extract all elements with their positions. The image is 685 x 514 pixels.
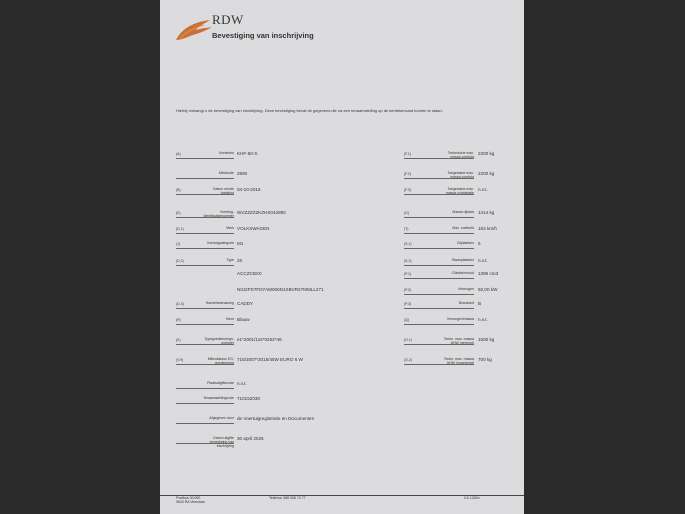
field-code: (O.2) bbox=[404, 358, 412, 362]
right-field-row bbox=[404, 316, 514, 325]
field-code: (F.3) bbox=[404, 188, 411, 192]
footer-reference: 0.6 1262n bbox=[464, 496, 480, 500]
field-code: (K) bbox=[176, 338, 181, 342]
field-value: de Voertuigregistratie en Documenten bbox=[237, 416, 315, 421]
field-label: Voertuig-identificatienummer bbox=[203, 210, 234, 218]
field-label: Handelsbenaming bbox=[205, 301, 234, 305]
field-label: Techn. max. massa AHW (ongeremd) bbox=[443, 357, 474, 365]
right-field-row bbox=[404, 225, 514, 234]
field-underline bbox=[404, 278, 474, 279]
field-underline bbox=[176, 423, 234, 424]
field-underline bbox=[404, 308, 474, 309]
field-value: WVZZZZ2KZHX042890 bbox=[237, 210, 286, 215]
left-field-row bbox=[176, 186, 356, 195]
field-label: Technische max. massa voertuig bbox=[447, 151, 474, 159]
field-label: Zitplaatsen bbox=[456, 241, 474, 245]
field-value: e1*2001/116*0252*46 bbox=[237, 337, 282, 342]
field-code: (D.3) bbox=[176, 302, 184, 306]
field-underline bbox=[176, 403, 234, 404]
footer-address-line2: 9640 RA Veendam bbox=[176, 500, 206, 504]
field-label: Meldcode bbox=[218, 171, 234, 175]
left-field-row bbox=[176, 257, 356, 266]
left-field-row bbox=[176, 415, 356, 424]
left-field-row bbox=[176, 336, 356, 345]
field-label: Voertuigcategorie bbox=[206, 241, 234, 245]
right-field-row bbox=[404, 286, 514, 295]
field-label: Max. snelheid bbox=[452, 226, 474, 230]
field-label: Afgegeven door bbox=[209, 416, 234, 420]
field-value: 715/2007*2015/45W EURO 6 W bbox=[237, 357, 303, 362]
field-underline bbox=[404, 344, 474, 345]
rdw-logo-icon bbox=[174, 14, 214, 44]
field-code: (F.2) bbox=[404, 172, 411, 176]
right-field-row bbox=[404, 240, 514, 249]
left-field-row bbox=[176, 286, 356, 295]
field-value: n.v.t. bbox=[478, 317, 488, 322]
field-code: (E) bbox=[176, 211, 181, 215]
left-field-row bbox=[176, 170, 356, 179]
field-underline bbox=[404, 324, 474, 325]
brand-name: RDW bbox=[212, 12, 244, 27]
field-code: (R) bbox=[176, 318, 181, 322]
left-field-row bbox=[176, 150, 356, 159]
field-label: Massa rijklaar bbox=[452, 210, 474, 214]
document-page bbox=[160, 0, 524, 514]
document-title: Bevestiging van inschrijving bbox=[212, 31, 314, 40]
left-field-row bbox=[176, 225, 356, 234]
right-field-row bbox=[404, 209, 514, 218]
left-field-row bbox=[176, 270, 356, 279]
field-value: N0J2FD7FD7AM006N1SBVR27MMLL271 bbox=[237, 287, 324, 292]
field-underline bbox=[176, 364, 234, 365]
field-value: 1395 cm3 bbox=[478, 271, 499, 276]
field-code: (T) bbox=[404, 227, 409, 231]
left-field-row bbox=[176, 435, 356, 448]
left-field-row bbox=[176, 395, 356, 404]
field-value: 2200 kg bbox=[478, 171, 495, 176]
field-label: Datum eerste toelating bbox=[212, 187, 234, 195]
left-field-row bbox=[176, 380, 356, 389]
field-label: Cilinderinhoud bbox=[451, 271, 474, 275]
field-value: 30 april 2026 bbox=[237, 436, 264, 441]
field-underline bbox=[176, 178, 234, 179]
field-label: Vermogen bbox=[458, 287, 474, 291]
field-value: 2K bbox=[237, 258, 243, 263]
field-value: 2890 bbox=[237, 171, 248, 176]
field-underline bbox=[404, 194, 474, 195]
field-label: Datum afgifte bevestiging van inschrijving bbox=[209, 436, 234, 448]
field-value: KHF-60-S bbox=[237, 151, 258, 156]
field-underline bbox=[176, 158, 234, 159]
field-label: Techn. max. massa AHW (geremd) bbox=[443, 337, 474, 345]
left-field-row bbox=[176, 240, 356, 249]
field-underline bbox=[176, 265, 234, 266]
field-code: (B) bbox=[176, 188, 181, 192]
field-code: (J) bbox=[176, 242, 181, 246]
field-value: CADDY bbox=[237, 301, 254, 306]
field-value: B bbox=[478, 301, 482, 306]
footer-address-line1: Postbus 30.000 bbox=[176, 496, 201, 500]
right-field-row bbox=[404, 186, 514, 195]
left-field-row bbox=[176, 300, 356, 309]
field-value: 2200 kg bbox=[478, 151, 495, 156]
field-value: 5 bbox=[478, 241, 481, 246]
field-value: 710152030 bbox=[237, 396, 260, 401]
field-label: Kleur bbox=[225, 317, 234, 321]
right-field-row bbox=[404, 336, 514, 345]
field-code: (G) bbox=[404, 211, 410, 215]
field-underline bbox=[176, 217, 234, 218]
field-label: Plaatsafgiftecode bbox=[207, 381, 234, 385]
field-underline bbox=[176, 233, 234, 234]
field-label: Kenteken bbox=[219, 151, 234, 155]
field-underline bbox=[404, 233, 474, 234]
field-value: VOLKSWAGEN bbox=[237, 226, 270, 231]
field-value: n.v.t. bbox=[478, 187, 488, 192]
footer-phone: Telefoon 088 008 74 77 bbox=[269, 496, 306, 500]
field-code: (V.9) bbox=[176, 358, 184, 362]
field-value: 700 kg bbox=[478, 357, 492, 362]
left-field-row bbox=[176, 356, 356, 365]
right-field-row bbox=[404, 170, 514, 179]
field-value: 04-10-2016 bbox=[237, 187, 261, 192]
field-code: (D.1) bbox=[176, 227, 184, 231]
field-value: ACCZCBX0 bbox=[237, 271, 262, 276]
field-underline bbox=[176, 388, 234, 389]
field-label: Toegestane max. massa combinatie bbox=[445, 187, 474, 195]
field-value: 1500 kg bbox=[478, 337, 495, 342]
field-underline bbox=[404, 248, 474, 249]
field-underline bbox=[404, 294, 474, 295]
field-label: Tenaamstellingcode bbox=[203, 396, 234, 400]
right-field-row bbox=[404, 300, 514, 309]
field-underline bbox=[176, 443, 234, 444]
field-code: (Q) bbox=[404, 318, 410, 322]
right-field-row bbox=[404, 257, 514, 266]
field-underline bbox=[404, 178, 474, 179]
field-code: (P.1) bbox=[404, 272, 412, 276]
field-code: (D.2) bbox=[176, 259, 184, 263]
field-value: 1414 kg bbox=[478, 210, 495, 215]
field-code: (F.1) bbox=[404, 152, 411, 156]
field-underline bbox=[404, 217, 474, 218]
field-label: Typegoedkeurings-nummer bbox=[204, 337, 234, 345]
field-code: (S.2) bbox=[404, 259, 412, 263]
field-underline bbox=[176, 194, 234, 195]
right-field-row bbox=[404, 270, 514, 279]
field-underline bbox=[176, 308, 234, 309]
intro-text: Hierbij ontvangt u de bevestiging van inschrijving. Deze bevestiging bevat de gegevens die na een tenaamstelling op de kentekencard komen te staan. bbox=[176, 108, 443, 113]
field-value: 92,00 kW bbox=[478, 287, 498, 292]
field-label: Brandstof bbox=[459, 301, 474, 305]
field-label: Merk bbox=[226, 226, 234, 230]
field-underline bbox=[404, 265, 474, 266]
field-underline bbox=[176, 248, 234, 249]
field-underline bbox=[176, 324, 234, 325]
field-underline bbox=[404, 158, 474, 159]
field-code: (O.1) bbox=[404, 338, 412, 342]
field-code: (A) bbox=[176, 152, 181, 156]
field-underline bbox=[404, 364, 474, 365]
field-label: Staanplaatsen bbox=[451, 258, 474, 262]
left-field-row bbox=[176, 316, 356, 325]
field-code: (S.1) bbox=[404, 242, 412, 246]
field-label: Milieuklasse EG-goedkeuring bbox=[207, 357, 234, 365]
field-code: (P.3) bbox=[404, 302, 412, 306]
field-code: (P.2) bbox=[404, 288, 412, 292]
field-label: Toegestane max. massa voertuig bbox=[447, 171, 474, 179]
right-field-row bbox=[404, 150, 514, 159]
field-value: M1 bbox=[237, 241, 244, 246]
right-field-row bbox=[404, 356, 514, 365]
field-label: Type bbox=[226, 258, 234, 262]
left-field-row bbox=[176, 209, 356, 218]
field-label: Vermogen/massa bbox=[446, 317, 474, 321]
field-value: Blauw bbox=[237, 317, 250, 322]
field-value: n.v.t. bbox=[478, 258, 488, 263]
field-value: 163 km/h bbox=[478, 226, 497, 231]
field-underline bbox=[176, 344, 234, 345]
field-value: n.v.t. bbox=[237, 381, 247, 386]
